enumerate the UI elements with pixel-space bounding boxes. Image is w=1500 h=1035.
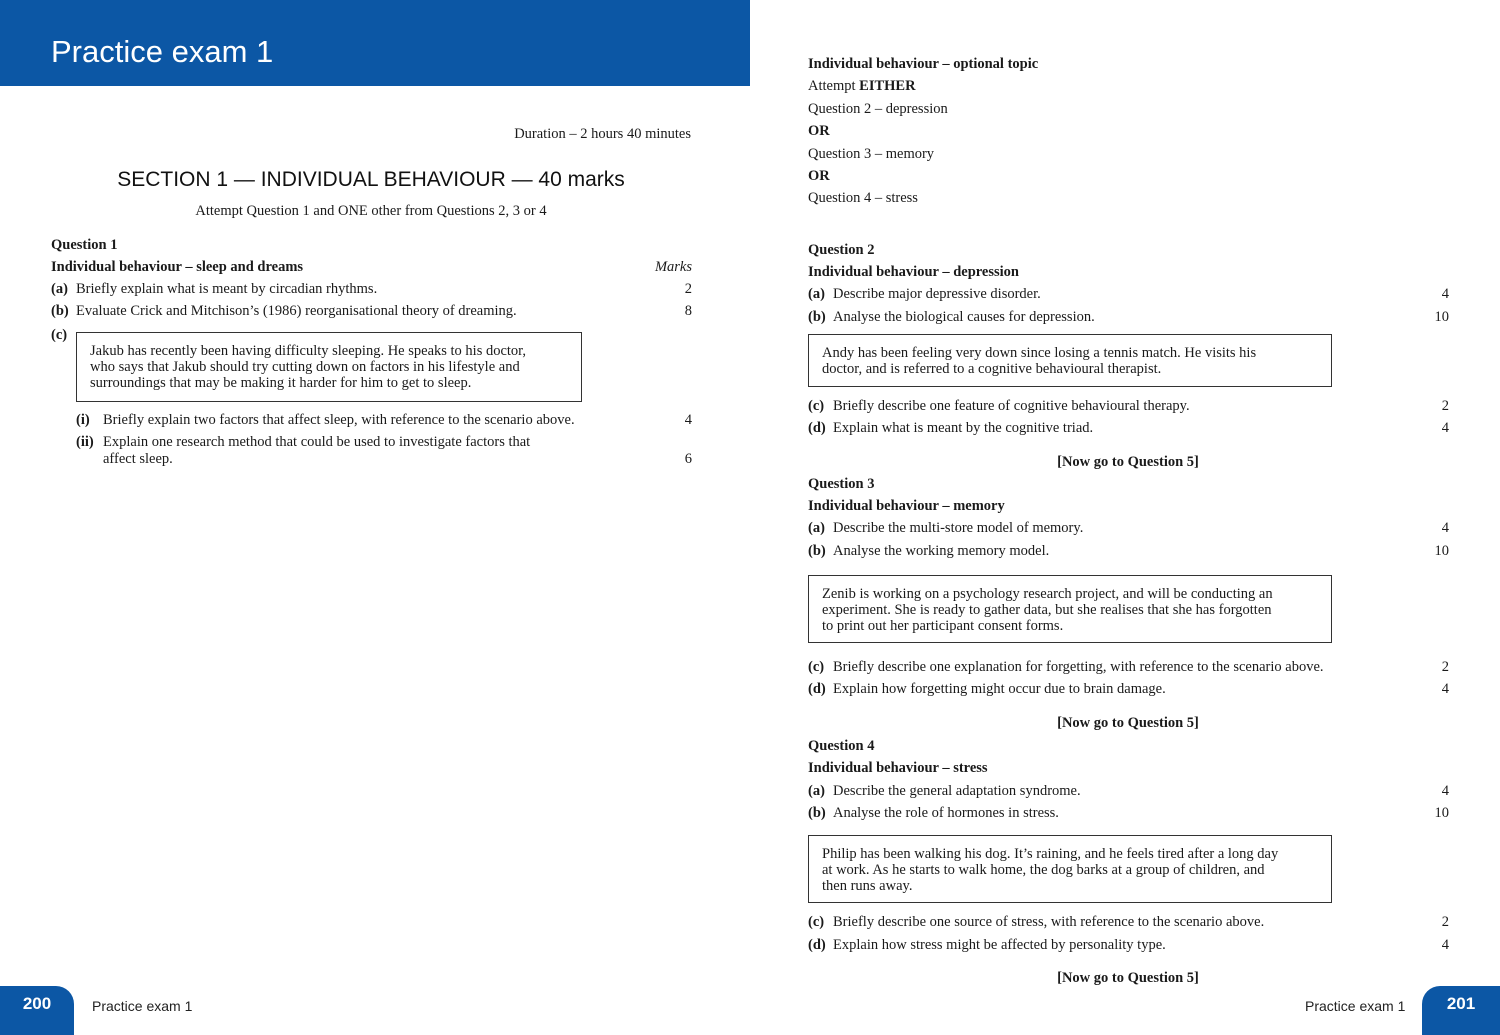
q3c-mark: 2 <box>1441 659 1449 675</box>
q4a-label: (a) <box>808 783 825 799</box>
q4d-text: Explain how stress might be affected by personality type. <box>833 937 1166 953</box>
q1ci-text: Briefly explain two factors that affect sleep, with reference to the scenario above. <box>103 412 575 428</box>
q2d-label: (d) <box>808 420 826 436</box>
page-number-left: 200 <box>0 986 74 1035</box>
scenario-line: to print out her participant consent forms. <box>822 618 1064 634</box>
q2d-text: Explain what is meant by the cognitive triad. <box>833 420 1094 436</box>
q4b-label: (b) <box>808 805 826 821</box>
scenario-line: Jakub has recently been having difficulty sleeping. He speaks to his doctor, <box>90 343 527 359</box>
option-question-3: Question 3 – memory <box>808 146 935 162</box>
question-2-title: Question 2 <box>808 242 875 258</box>
page-number-right: 201 <box>1422 986 1500 1035</box>
q1b-label: (b) <box>51 303 69 319</box>
or-1: OR <box>808 123 830 139</box>
q3a-mark: 4 <box>1441 520 1449 536</box>
q1ci-label: (i) <box>76 412 90 428</box>
scenario-line: Philip has been walking his dog. It’s raining, and he feels tired after a long day <box>822 846 1279 862</box>
q2d-mark: 4 <box>1441 420 1449 436</box>
question-2-topic: Individual behaviour – depression <box>808 264 1019 280</box>
q1a-text: Briefly explain what is meant by circadian rhythms. <box>76 281 378 297</box>
q1c-label: (c) <box>51 327 68 343</box>
question-3-title: Question 3 <box>808 476 875 492</box>
q2a-label: (a) <box>808 286 825 302</box>
q1b-text: Evaluate Crick and Mitchison’s (1986) reorganisational theory of dreaming. <box>76 303 517 319</box>
q4c-label: (c) <box>808 914 825 930</box>
question-1-title: Question 1 <box>51 237 118 253</box>
q1b-mark: 8 <box>684 303 692 319</box>
q3b-label: (b) <box>808 543 826 559</box>
question-4-title: Question 4 <box>808 738 875 754</box>
page-title: Practice exam 1 <box>51 34 274 69</box>
scenario-line: who says that Jakub should try cutting down on factors in his lifestyle and <box>90 359 520 375</box>
attempt-prefix: Attempt <box>808 78 860 94</box>
q2-scenario-box <box>808 334 1332 387</box>
q4d-label: (d) <box>808 937 826 953</box>
attempt-either: EITHER <box>859 78 916 94</box>
scenario-line: surroundings that may be making it harder for him to get to sleep. <box>90 375 472 391</box>
question-1-topic: Individual behaviour – sleep and dreams <box>51 259 304 275</box>
q2b-text: Analyse the biological causes for depression. <box>833 309 1095 325</box>
q2b-label: (b) <box>808 309 826 325</box>
q1a-label: (a) <box>51 281 68 297</box>
q2-goto: [Now go to Question 5] <box>1057 454 1199 470</box>
q3-goto: [Now go to Question 5] <box>1057 715 1199 731</box>
q3d-text: Explain how forgetting might occur due to brain damage. <box>833 681 1166 697</box>
footer-label-left: Practice exam 1 <box>92 998 193 1014</box>
q4-scenario-box <box>808 835 1332 903</box>
q2c-text: Briefly describe one feature of cognitive behavioural therapy. <box>833 398 1190 414</box>
q1cii-text-line1: Explain one research method that could be used to investigate factors that <box>103 434 531 450</box>
q4b-mark: 10 <box>1434 805 1449 821</box>
q4d-mark: 4 <box>1441 937 1449 953</box>
q1cii-text-line2: affect sleep. <box>103 451 173 467</box>
q1-scenario-box <box>76 332 582 402</box>
duration: Duration – 2 hours 40 minutes <box>514 126 691 142</box>
or-2: OR <box>808 168 830 184</box>
option-question-2: Question 2 – depression <box>808 101 948 117</box>
q1ci-mark: 4 <box>684 412 692 428</box>
q1cii-mark: 6 <box>684 451 692 467</box>
scenario-line: experiment. She is ready to gather data, but she realises that she has forgotten <box>822 602 1272 618</box>
attempt-line <box>808 77 916 95</box>
q2a-mark: 4 <box>1441 286 1449 302</box>
q2c-mark: 2 <box>1441 398 1449 414</box>
q3d-mark: 4 <box>1441 681 1449 697</box>
scenario-line: Andy has been feeling very down since losing a tennis match. He visits his <box>822 345 1257 361</box>
q3c-text: Briefly describe one explanation for forgetting, with reference to the scenario above. <box>833 659 1324 675</box>
q4c-text: Briefly describe one source of stress, with reference to the scenario above. <box>833 914 1265 930</box>
footer-label-right: Practice exam 1 <box>1305 998 1406 1014</box>
q3d-label: (d) <box>808 681 826 697</box>
q3a-text: Describe the multi-store model of memory. <box>833 520 1084 536</box>
scenario-line: then runs away. <box>822 878 913 894</box>
q4-goto: [Now go to Question 5] <box>1057 970 1199 986</box>
marks-header: Marks <box>654 259 692 275</box>
q2b-mark: 10 <box>1434 309 1449 325</box>
q3c-label: (c) <box>808 659 825 675</box>
q1a-mark: 2 <box>684 281 692 297</box>
option-question-4: Question 4 – stress <box>808 190 918 206</box>
scenario-line: at work. As he starts to walk home, the dog barks at a group of children, and <box>822 862 1265 878</box>
q3b-text: Analyse the working memory model. <box>833 543 1050 559</box>
q3b-mark: 10 <box>1434 543 1449 559</box>
q1cii-label: (ii) <box>76 434 94 450</box>
q4a-text: Describe the general adaptation syndrome. <box>833 783 1081 799</box>
q4b-text: Analyse the role of hormones in stress. <box>833 805 1059 821</box>
q4a-mark: 4 <box>1441 783 1449 799</box>
optional-topic-title: Individual behaviour – optional topic <box>808 56 1039 72</box>
q3-scenario-box <box>808 575 1332 643</box>
q4c-mark: 2 <box>1441 914 1449 930</box>
scenario-line: Zenib is working on a psychology research project, and will be conducting an <box>822 586 1273 602</box>
section-heading: SECTION 1 — INDIVIDUAL BEHAVIOUR — 40 marks <box>117 168 625 191</box>
q2c-label: (c) <box>808 398 825 414</box>
question-3-topic: Individual behaviour – memory <box>808 498 1005 514</box>
q3a-label: (a) <box>808 520 825 536</box>
scenario-line: doctor, and is referred to a cognitive behavioural therapist. <box>822 361 1162 377</box>
q2a-text: Describe major depressive disorder. <box>833 286 1041 302</box>
question-4-topic: Individual behaviour – stress <box>808 760 988 776</box>
section-instruction: Attempt Question 1 and ONE other from Questions 2, 3 or 4 <box>195 203 547 219</box>
